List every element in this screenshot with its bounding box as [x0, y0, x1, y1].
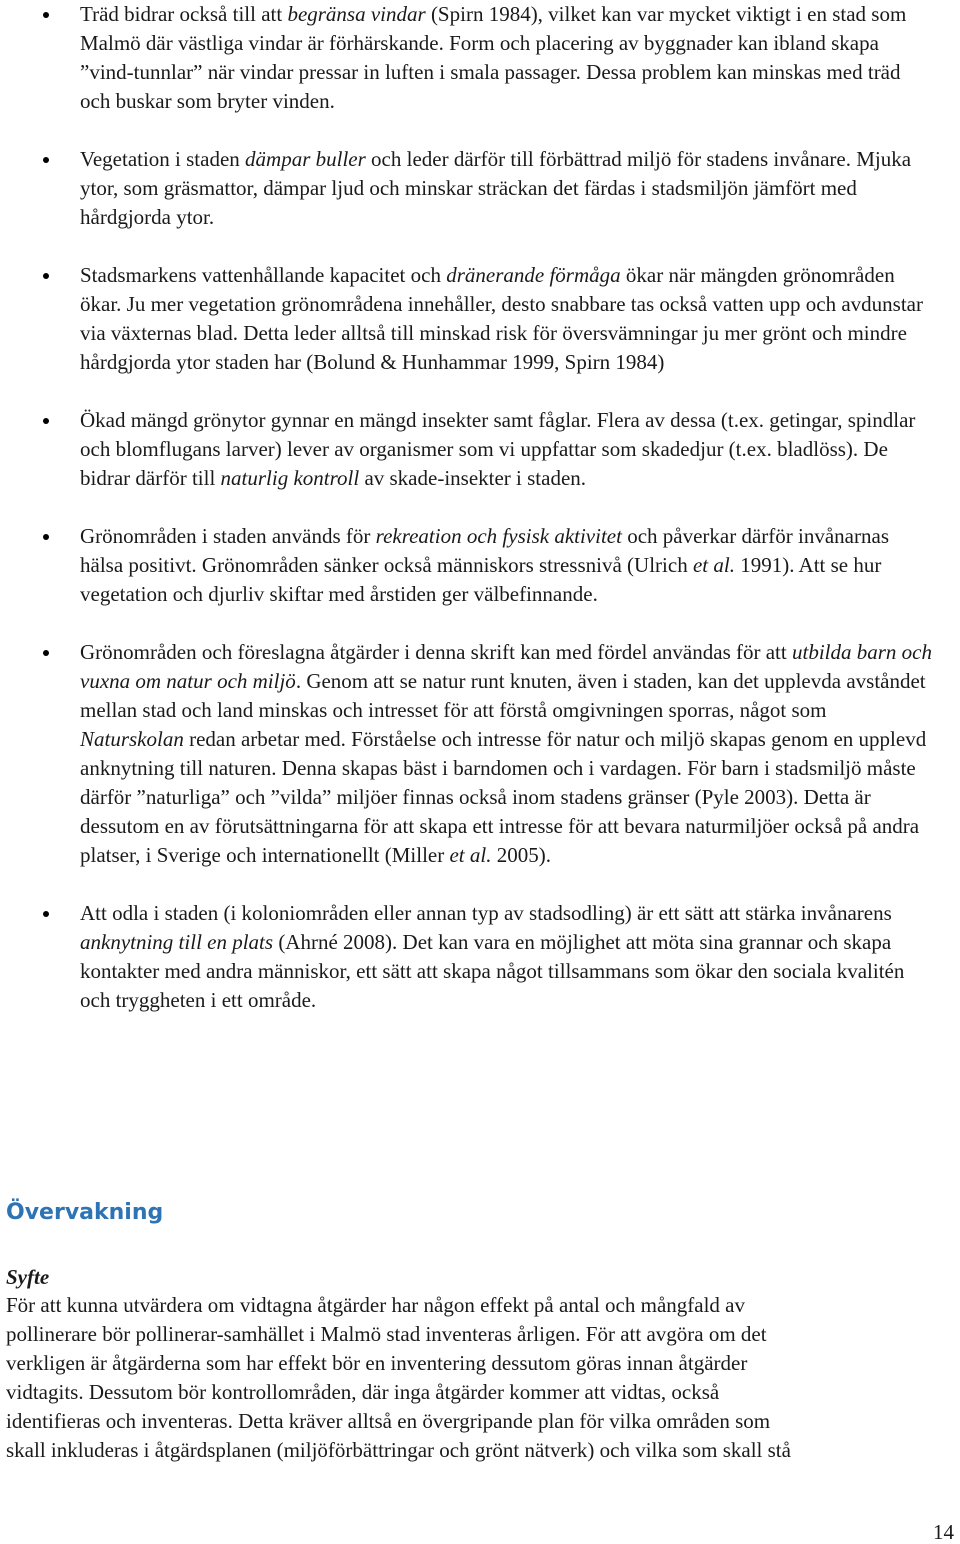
- bullet-text: [80, 640, 932, 867]
- emphasis-text: utbilda barn och vuxna om natur och miljö: [80, 640, 932, 693]
- emphasis-text: naturlig kontroll: [220, 466, 360, 490]
- text-segment: ökar när mängden grönområden ökar. Ju mer vegetation grönområdena innehåller, desto snabbare tas också vatten upp och avdunstar via växternas blad. Detta leder alltså till minskad risk för översvämningar ju mer grönt och mindre hårdgjorda ytor staden har (Bolund & Hunhammar 1999, Spirn 1984): [80, 263, 923, 374]
- bullet-item-recreation: [0, 522, 960, 609]
- text-segment: 2005).: [491, 843, 551, 867]
- text-segment: och leder därför till förbättrad miljö för stadens invånare. Mjuka ytor, som gräsmattor, dämpar ljud och minskar sträckan det färdas i stadsmiljön jämfört med hårdgjorda ytor.: [80, 147, 912, 229]
- text-segment: 1991). Att se hur vegetation och djurliv skiftar med årstiden ger välbefinnande.: [80, 553, 882, 606]
- bullet-dot-icon: [43, 157, 49, 163]
- body-line: För att kunna utvärdera om vidtagna åtgärder har någon effekt på antal och mångfald av: [6, 1293, 745, 1317]
- bullet-text: [80, 901, 904, 1012]
- emphasis-text: anknytning till en plats: [80, 930, 274, 954]
- page-number: 14: [933, 1520, 954, 1544]
- bullet-item-wind: [0, 0, 960, 116]
- emphasis-text: Naturskolan: [80, 727, 184, 751]
- body-line: pollinerare bör pollinerar-samhället i Malmö stad inventeras årligen. För att avgöra om det: [6, 1322, 767, 1346]
- section-heading: Övervakning: [6, 1200, 164, 1225]
- bullet-item-education: [0, 638, 960, 870]
- emphasis-text: dränerande förmåga: [446, 263, 621, 287]
- section-body: [6, 1291, 954, 1465]
- emphasis-text: et al.: [449, 843, 492, 867]
- text-segment: (Spirn 1984), vilket kan var mycket viktigt i en stad som Malmö där västliga vindar är förhärskande. Form och placering av byggnader kan ibland skapa ”vind-tunnlar” när vindar pressar in luften i smala passager. Dessa problem kan minskas med träd och buskar som bryter vinden.: [80, 2, 907, 113]
- body-line: identifieras och inventeras. Detta kräver alltså en övergripande plan för vilka områden som: [6, 1409, 771, 1433]
- emphasis-text: dämpar buller: [245, 147, 366, 171]
- bullet-dot-icon: [43, 911, 49, 917]
- text-segment: Träd bidrar också till att: [80, 2, 288, 26]
- text-segment: Stadsmarkens vattenhållande kapacitet och: [80, 263, 447, 287]
- text-segment: Grönområden i staden används för: [80, 524, 376, 548]
- bullet-item-insects: [0, 406, 960, 493]
- text-segment: (Ahrné 2008). Det kan vara en möjlighet att möta sina grannar och skapa kontakter med andra människor, ett sätt att skapa något tillsammans som ökar den sociala kvalitén och tryggheten i ett område.: [80, 930, 905, 1012]
- bullet-dot-icon: [43, 12, 49, 18]
- bullet-text: [80, 524, 889, 606]
- bullet-dot-icon: [43, 534, 49, 540]
- bullet-text: [80, 408, 915, 490]
- bullet-dot-icon: [43, 273, 49, 279]
- emphasis-text: et al.: [692, 553, 735, 577]
- text-segment: av skade-insekter i staden.: [359, 466, 587, 490]
- body-line: verkligen är åtgärderna som har effekt bör en inventering dessutom göras innan åtgärder: [6, 1351, 748, 1375]
- emphasis-text: begränsa vindar: [287, 2, 426, 26]
- bullet-item-cultivation: [0, 899, 960, 1015]
- body-line: skall inkluderas i åtgärdsplanen (miljöförbättringar och grönt nätverk) och vilka som skall stå: [6, 1438, 791, 1462]
- text-segment: Vegetation i staden: [80, 147, 246, 171]
- bullet-dot-icon: [43, 418, 49, 424]
- text-segment: redan arbetar med. Förståelse och intresse för natur och miljö skapas genom en upplevd anknytning till naturen. Denna skapas bäst i barndomen och i vardagen. För barn i stadsmiljö måste därför ”naturliga” och ”vilda” miljöer finnas också inom stadens gränser (Pyle 2003). Detta är dessutom en av förutsättningarna för att skapa ett intresse för att bevara naturmiljöer också på andra platser, i Sverige och internationellt (Miller: [80, 727, 927, 867]
- bullet-item-drainage: [0, 261, 960, 377]
- text-segment: Grönområden och föreslagna åtgärder i denna skrift kan med fördel användas för att: [80, 640, 792, 664]
- bullet-text: [80, 2, 906, 113]
- bullet-text: [80, 263, 923, 374]
- text-segment: Att odla i staden (i koloniområden eller annan typ av stadsodling) är ett sätt att stärka invånarens: [80, 901, 892, 925]
- subheading: Syfte: [6, 1265, 50, 1289]
- body-line: vidtagits. Dessutom bör kontrollområden, där inga åtgärder kommer att vidtas, också: [6, 1380, 720, 1404]
- emphasis-text: rekreation och fysisk aktivitet: [375, 524, 622, 548]
- bullet-dot-icon: [43, 650, 49, 656]
- bullet-item-noise: [0, 145, 960, 232]
- text-segment: Ökad mängd grönytor gynnar en mängd insekter samt fåglar. Flera av dessa (t.ex. getingar, spindlar och blomflugans larver) lever av organismer som vi uppfattar som skadedjur (t.ex. bladlöss). De bidrar därför till: [80, 408, 916, 490]
- bullet-text: [80, 147, 911, 229]
- text-segment: . Genom att se natur runt knuten, även i staden, kan det upplevda avståndet mellan stad och land minskas och intresset för att förstå omgivningen sporras, något som: [80, 669, 926, 722]
- text-segment: och påverkar därför invånarnas hälsa positivt. Grönområden sänker också människors stressnivå (Ulrich: [80, 524, 889, 577]
